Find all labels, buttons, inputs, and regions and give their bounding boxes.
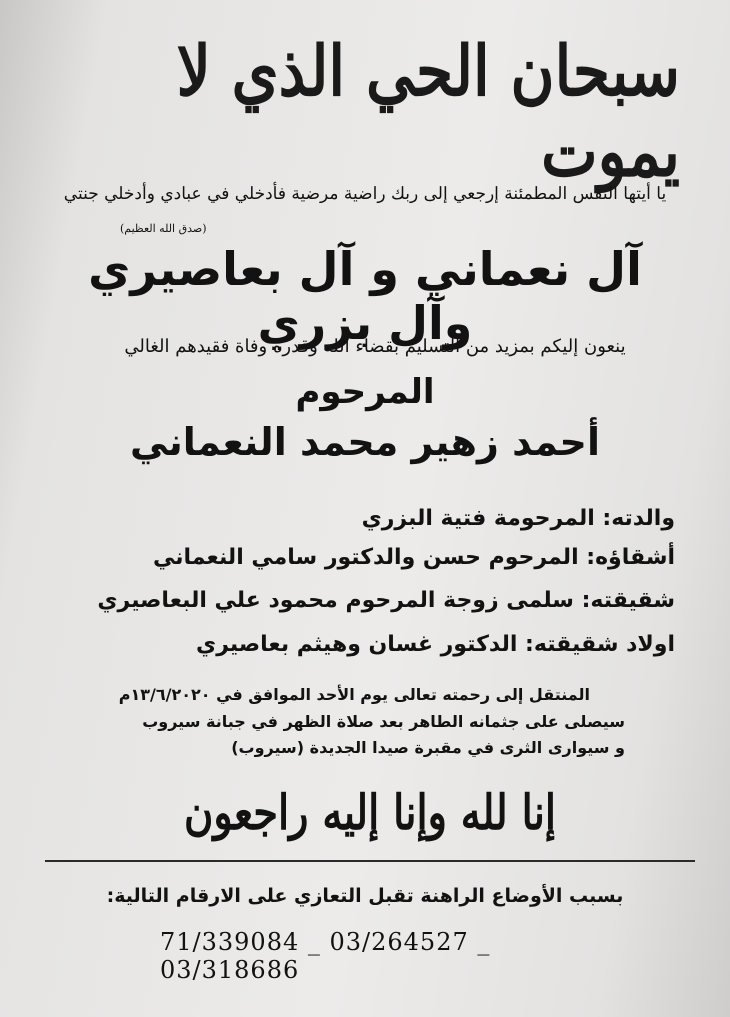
condolence-note: بسبب الأوضاع الراهنة تقبل التعازي على الارقام التالية: <box>106 885 624 907</box>
relative-line-sister: شقيقته: سلمى زوجة المرحوم محمود علي البعاصيري <box>97 588 675 613</box>
phone-numbers: 71/339084 _ 03/264527 _ 03/318686 <box>160 928 491 984</box>
calligraphy-title: سبحان الحي الذي لا يموت <box>176 31 680 193</box>
quran-verse: يا أيتها النفس المطمئنة إرجعي إلى ربك راضية مرضية فأدخلي في عبادي وأدخلي جنتي <box>63 184 667 204</box>
families-heading: آل نعماني و آل بعاصيري وآل بزري <box>88 242 642 350</box>
late-label: المرحوم <box>295 372 435 412</box>
funeral-notice-burial: و سيوارى الثرى في مقبرة صيدا الجديدة (سيروب) <box>231 738 625 757</box>
funeral-notice-prayer: سيصلى على جثمانه الطاهر بعد صلاة الظهر في جبانة سيروب <box>142 712 625 731</box>
verse-attribution: (صدق الله العظيم) <box>120 222 207 235</box>
mourning-line: ينعون إليكم بمزيد من التسليم بقضاء الله وقدره وفاة فقيدهم الغالي <box>124 336 626 357</box>
deceased-name: أحمد زهير محمد النعماني <box>130 420 600 464</box>
funeral-notice-date: المنتقل إلى رحمته تعالى يوم الأحد الموافق في ١٣/٦/٢٠٢٠م <box>118 685 590 704</box>
divider-line <box>45 860 695 862</box>
relative-line-mother: والدته: المرحومة فتية البزري <box>361 506 675 531</box>
relative-line-nephews: اولاد شقيقته: الدكتور غسان وهيثم بعاصيري <box>196 632 675 657</box>
relative-line-brothers: أشقاؤه: المرحوم حسن والدكتور سامي النعماني <box>153 545 675 570</box>
calligraphy-closing: إنا لله وإنا إليه راجعون <box>183 783 557 841</box>
